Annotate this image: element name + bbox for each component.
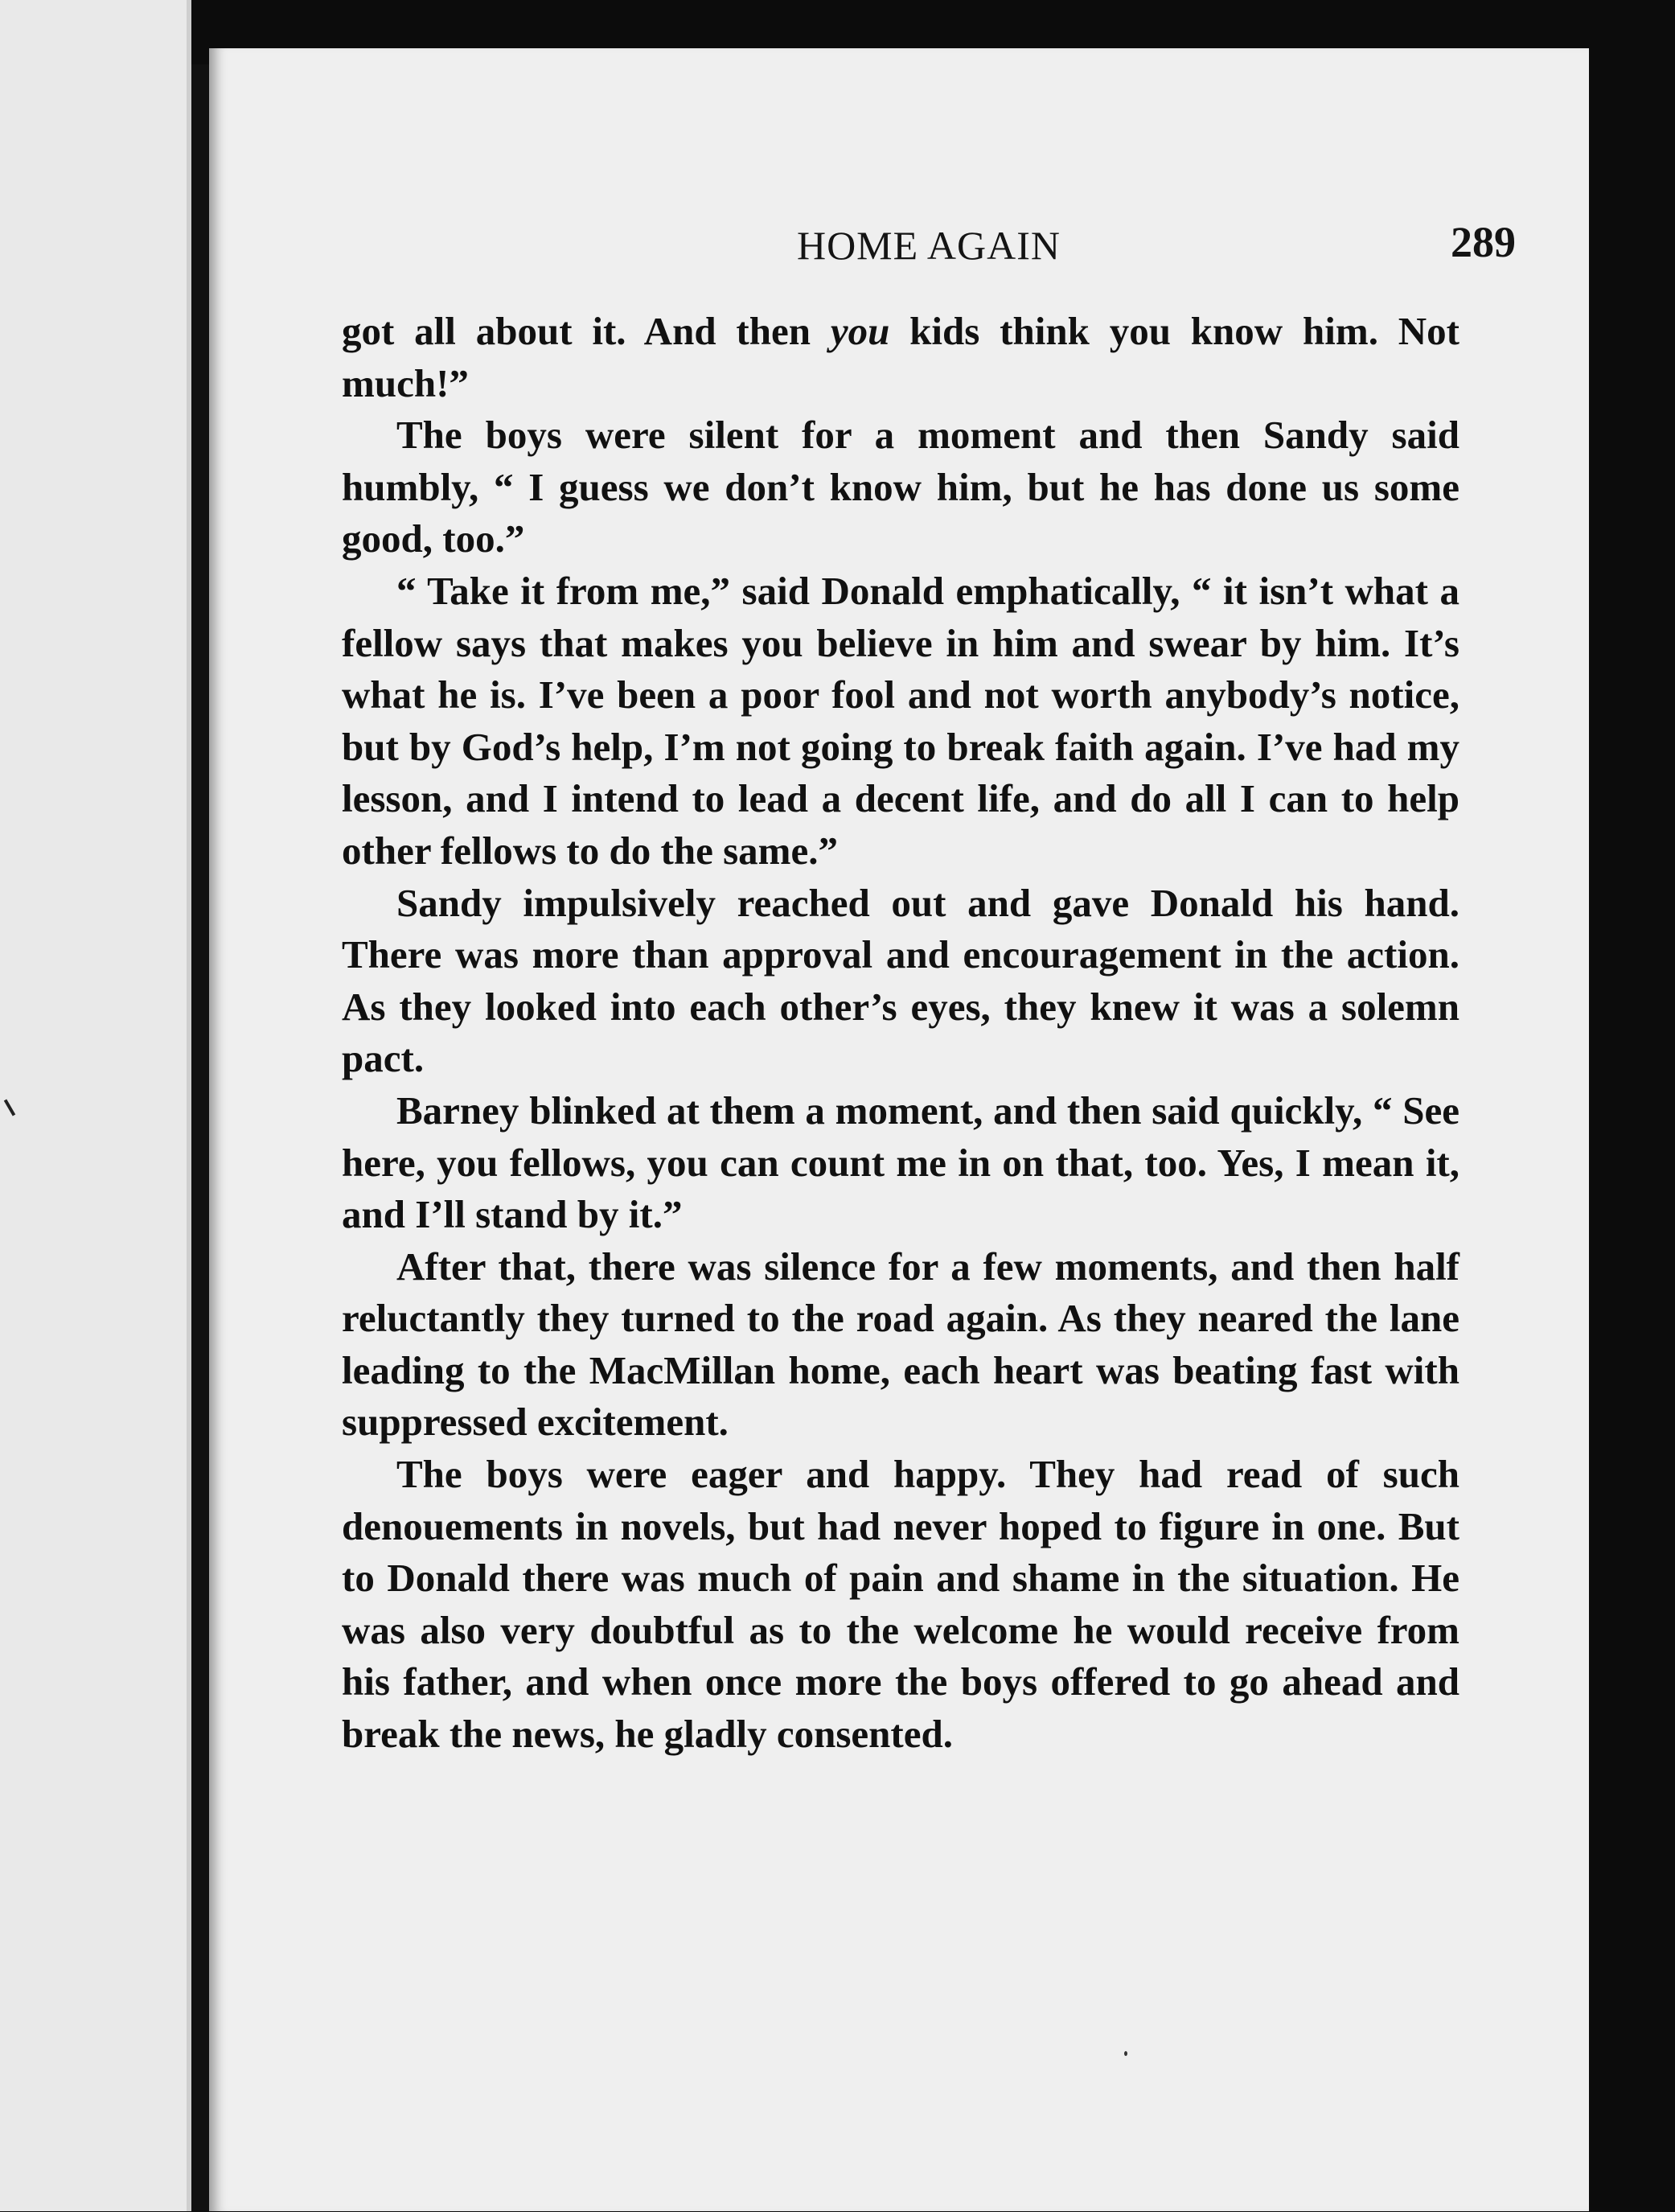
paragraph-1-start: got all about it. And then	[342, 309, 831, 353]
page-number: 289	[1451, 218, 1516, 266]
paragraph-5: Barney blinked at them a moment, and then said quickly, “ See here, you fellows, you can count me in on that, too. Yes, I mean it, and I’ll stand by it.”	[342, 1087, 1459, 1237]
emphasis-you: you	[830, 309, 890, 353]
margin-mark	[4, 1099, 15, 1116]
paragraph-1	[342, 306, 1459, 409]
facing-page-edge	[0, 0, 191, 2211]
book-page	[209, 48, 1589, 2211]
paragraph-1-end: kids think you know him. Not much!”	[342, 309, 1459, 405]
paragraph-3: “ Take it from me,” said Donald emphatically, “ it isn’t what a fellow says that makes you believe in him and swear by him. It’s what he is. I’ve been a poor fool and not worth anybody’s notice, but by God’s help, I’m not going to break faith again. I’ve had my lesson, and I intend to lead a decent life, and do all I can to help other fellows to do the same.”	[342, 568, 1459, 873]
book-gutter	[191, 64, 209, 2211]
body-text	[342, 306, 1459, 1761]
running-head: HOME AGAIN	[796, 223, 1061, 268]
paragraph-2: The boys were silent for a moment and then Sandy said humbly, “ I guess we don’t know him, but he has done us some good, too.”	[342, 413, 1459, 561]
print-speck	[1124, 2051, 1127, 2056]
paragraph-4: Sandy impulsively reached out and gave Donald his hand. There was more than approval and encouragement in the action. As they looked into each other’s eyes, they knew it was a solemn pact.	[342, 880, 1459, 1081]
paragraph-7: The boys were eager and happy. They had read of such denouements in novels, but had never hoped to figure in one. But to Donald there was much of pain and shame in the situation. He was also very doubtful as to the welcome he would receive from his father, and when once more the boys offered to go ahead and break the news, he gladly consented.	[342, 1452, 1459, 1757]
page-header	[346, 217, 1516, 282]
paragraph-6: After that, there was silence for a few moments, and then half reluctantly they turned to the road again. As they neared the lane leading to the MacMillan home, each heart was beating fast with suppressed excitement.	[342, 1244, 1459, 1445]
